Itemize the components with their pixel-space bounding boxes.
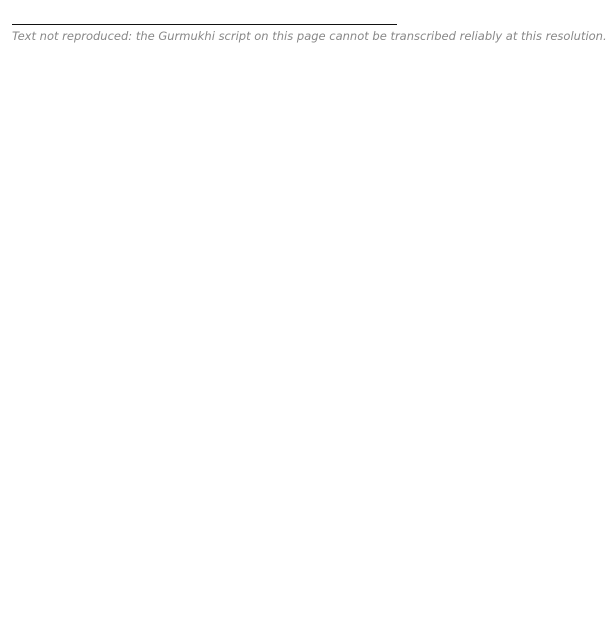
transcription-notice: Text not reproduced: the Gurmukhi script on this page cannot be transcribed reliably at this resolution. xyxy=(12,29,607,43)
header-rule xyxy=(12,24,397,25)
page-header xyxy=(12,6,397,22)
